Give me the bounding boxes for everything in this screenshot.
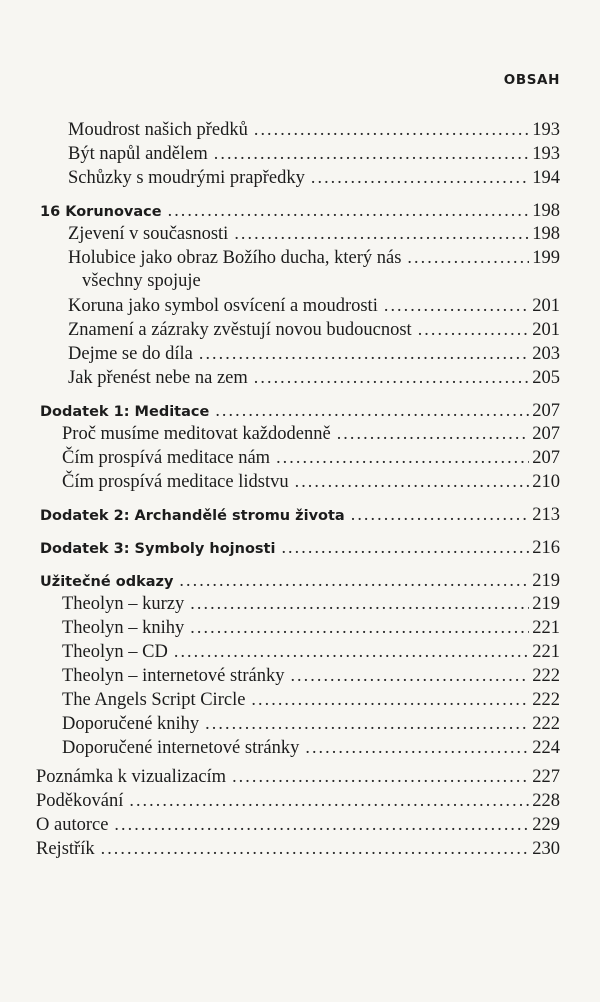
dot-leader [174, 639, 529, 663]
toc-entry-zjeveni-v-soucasnosti[interactable] [68, 221, 560, 245]
toc-entry-page: 193 [532, 144, 560, 164]
dot-leader [254, 117, 529, 141]
toc-entry-title: Theolyn – knihy [62, 618, 185, 638]
dot-leader [190, 615, 529, 639]
toc-entry-title: Znamení a zázraky zvěstují novou budoucnost [68, 320, 412, 340]
toc-entry-page: 198 [532, 224, 560, 244]
toc-entry-page: 222 [532, 714, 560, 734]
dot-leader [407, 245, 529, 269]
toc-chapter-16-korunovace[interactable] [40, 198, 560, 222]
toc-entry-page: 207 [532, 448, 560, 468]
dot-leader [281, 535, 529, 559]
dot-leader [101, 836, 530, 860]
toc-entry-page: 227 [532, 767, 560, 787]
toc-entry-title: Dejme se do díla [68, 344, 193, 364]
toc-entry-title: O autorce [36, 815, 109, 835]
toc-entry-page: 207 [532, 401, 560, 421]
toc-entry-page: 203 [532, 344, 560, 364]
toc-entry-title: Proč musíme meditovat každodenně [62, 424, 331, 444]
toc-entry-poznamka-k-vizualizacim[interactable] [36, 764, 560, 788]
dot-leader [305, 735, 529, 759]
toc-appendix-2-archandele[interactable] [40, 502, 560, 526]
toc-entry-page: 222 [532, 690, 560, 710]
dot-leader [290, 663, 529, 687]
toc-entry-moudrost-nasich-predku[interactable] [68, 117, 560, 141]
dot-leader [234, 221, 529, 245]
toc-entry-page: 207 [532, 424, 560, 444]
toc-entry-title: Doporučené internetové stránky [62, 738, 300, 758]
toc-entry-page: 222 [532, 666, 560, 686]
toc-entry-page: 194 [532, 168, 560, 188]
toc-entry-title: Theolyn – CD [62, 642, 168, 662]
toc-entry-page: 229 [532, 815, 560, 835]
toc-entry-byt-napul-andelem[interactable] [68, 141, 560, 165]
toc-entry-page: 221 [532, 642, 560, 662]
toc-entry-page: 213 [532, 505, 560, 525]
toc-entry-title: Poděkování [36, 791, 124, 811]
toc-entry-page: 201 [532, 296, 560, 316]
dot-leader [311, 165, 529, 189]
toc-useful-links[interactable] [40, 568, 560, 592]
toc-entry-page: 205 [532, 368, 560, 388]
toc-entry-page: 221 [532, 618, 560, 638]
toc-entry-o-autorce[interactable] [36, 812, 560, 836]
toc-entry-cim-prospiva-lidstvu[interactable] [62, 469, 560, 493]
toc-entry-page: 219 [532, 571, 560, 591]
toc-chapter-title: Dodatek 3: Symboly hojnosti [40, 541, 276, 557]
toc-chapter-title: Dodatek 1: Meditace [40, 404, 210, 420]
dot-leader [214, 141, 530, 165]
running-header: OBSAH [503, 72, 560, 88]
dot-leader [168, 198, 530, 222]
dot-leader [114, 812, 529, 836]
toc-entry-angels-script-circle[interactable] [62, 687, 560, 711]
dot-leader [205, 711, 529, 735]
dot-leader [232, 764, 529, 788]
toc-entry-title: Jak přenést nebe na zem [68, 368, 248, 388]
toc-entry-page: 193 [532, 120, 560, 140]
toc-entry-page: 201 [532, 320, 560, 340]
toc-entry-title: The Angels Script Circle [62, 690, 246, 710]
dot-leader [215, 398, 529, 422]
toc-entry-theolyn-internetove-stranky[interactable] [62, 663, 560, 687]
dot-leader [251, 687, 529, 711]
toc-entry-title: Poznámka k vizualizacím [36, 767, 227, 787]
toc-entry-page: 228 [532, 791, 560, 811]
dot-leader [190, 591, 529, 615]
toc-entry-title: Holubice jako obraz Božího ducha, který nás [68, 248, 402, 268]
toc-chapter-title: 16 Korunovace [40, 204, 162, 220]
dot-leader [295, 469, 530, 493]
dot-leader [179, 568, 529, 592]
toc-entry-page: 230 [532, 839, 560, 859]
toc-entry-title: Theolyn – kurzy [62, 594, 185, 614]
toc-entry-continuation: všechny spojuje [82, 271, 201, 291]
toc-entry-page: 219 [532, 594, 560, 614]
toc-entry-cim-prospiva-nam[interactable] [62, 445, 560, 469]
dot-leader [337, 421, 530, 445]
dot-leader [418, 317, 530, 341]
toc-entry-schuzky-s-moudrymi-prapredky[interactable] [68, 165, 560, 189]
toc-entry-page: 216 [532, 538, 560, 558]
dot-leader [129, 788, 529, 812]
dot-leader [351, 502, 530, 526]
toc-entry-theolyn-knihy[interactable] [62, 615, 560, 639]
toc-entry-doporucene-knihy[interactable] [62, 711, 560, 735]
toc-entry-holubice[interactable] [68, 245, 560, 269]
toc-entry-doporucene-internetove-stranky[interactable] [62, 735, 560, 759]
dot-leader [276, 445, 529, 469]
toc-entry-title: Rejstřík [36, 839, 95, 859]
toc-appendix-1-meditace[interactable] [40, 398, 560, 422]
toc-entry-znameni-a-zazraky[interactable] [68, 317, 560, 341]
toc-appendix-3-symboly-hojnosti[interactable] [40, 535, 560, 559]
dot-leader [199, 341, 529, 365]
toc-entry-title: Theolyn – internetové stránky [62, 666, 285, 686]
dot-leader [384, 293, 529, 317]
toc-entry-title: Být napůl andělem [68, 144, 208, 164]
toc-entry-title: Moudrost našich předků [68, 120, 248, 140]
toc-entry-rejstrik[interactable] [36, 836, 560, 860]
toc-entry-title: Čím prospívá meditace lidstvu [62, 472, 289, 492]
dot-leader [254, 365, 529, 389]
toc-chapter-title: Užitečné odkazy [40, 574, 174, 590]
toc-entry-koruna-jako-symbol[interactable] [68, 293, 560, 317]
toc-chapter-title: Dodatek 2: Archandělé stromu života [40, 508, 345, 524]
toc-entry-page: 198 [532, 201, 560, 221]
toc-entry-page: 224 [532, 738, 560, 758]
toc-entry-title: Koruna jako symbol osvícení a moudrosti [68, 296, 378, 316]
toc-entry-proc-musime-meditovat[interactable] [62, 421, 560, 445]
toc-entry-podekovani[interactable] [36, 788, 560, 812]
toc-entry-theolyn-kurzy[interactable] [62, 591, 560, 615]
toc-entry-title: Čím prospívá meditace nám [62, 448, 271, 468]
toc-entry-title: Zjevení v současnosti [68, 224, 229, 244]
toc-entry-jak-prenest-nebe[interactable] [68, 365, 560, 389]
toc-entry-title: Schůzky s moudrými prapředky [68, 168, 305, 188]
toc-entry-dejme-se-do-dila[interactable] [68, 341, 560, 365]
toc-entry-theolyn-cd[interactable] [62, 639, 560, 663]
toc-entry-page: 210 [532, 472, 560, 492]
toc-entry-title: Doporučené knihy [62, 714, 200, 734]
toc-entry-page: 199 [532, 248, 560, 268]
